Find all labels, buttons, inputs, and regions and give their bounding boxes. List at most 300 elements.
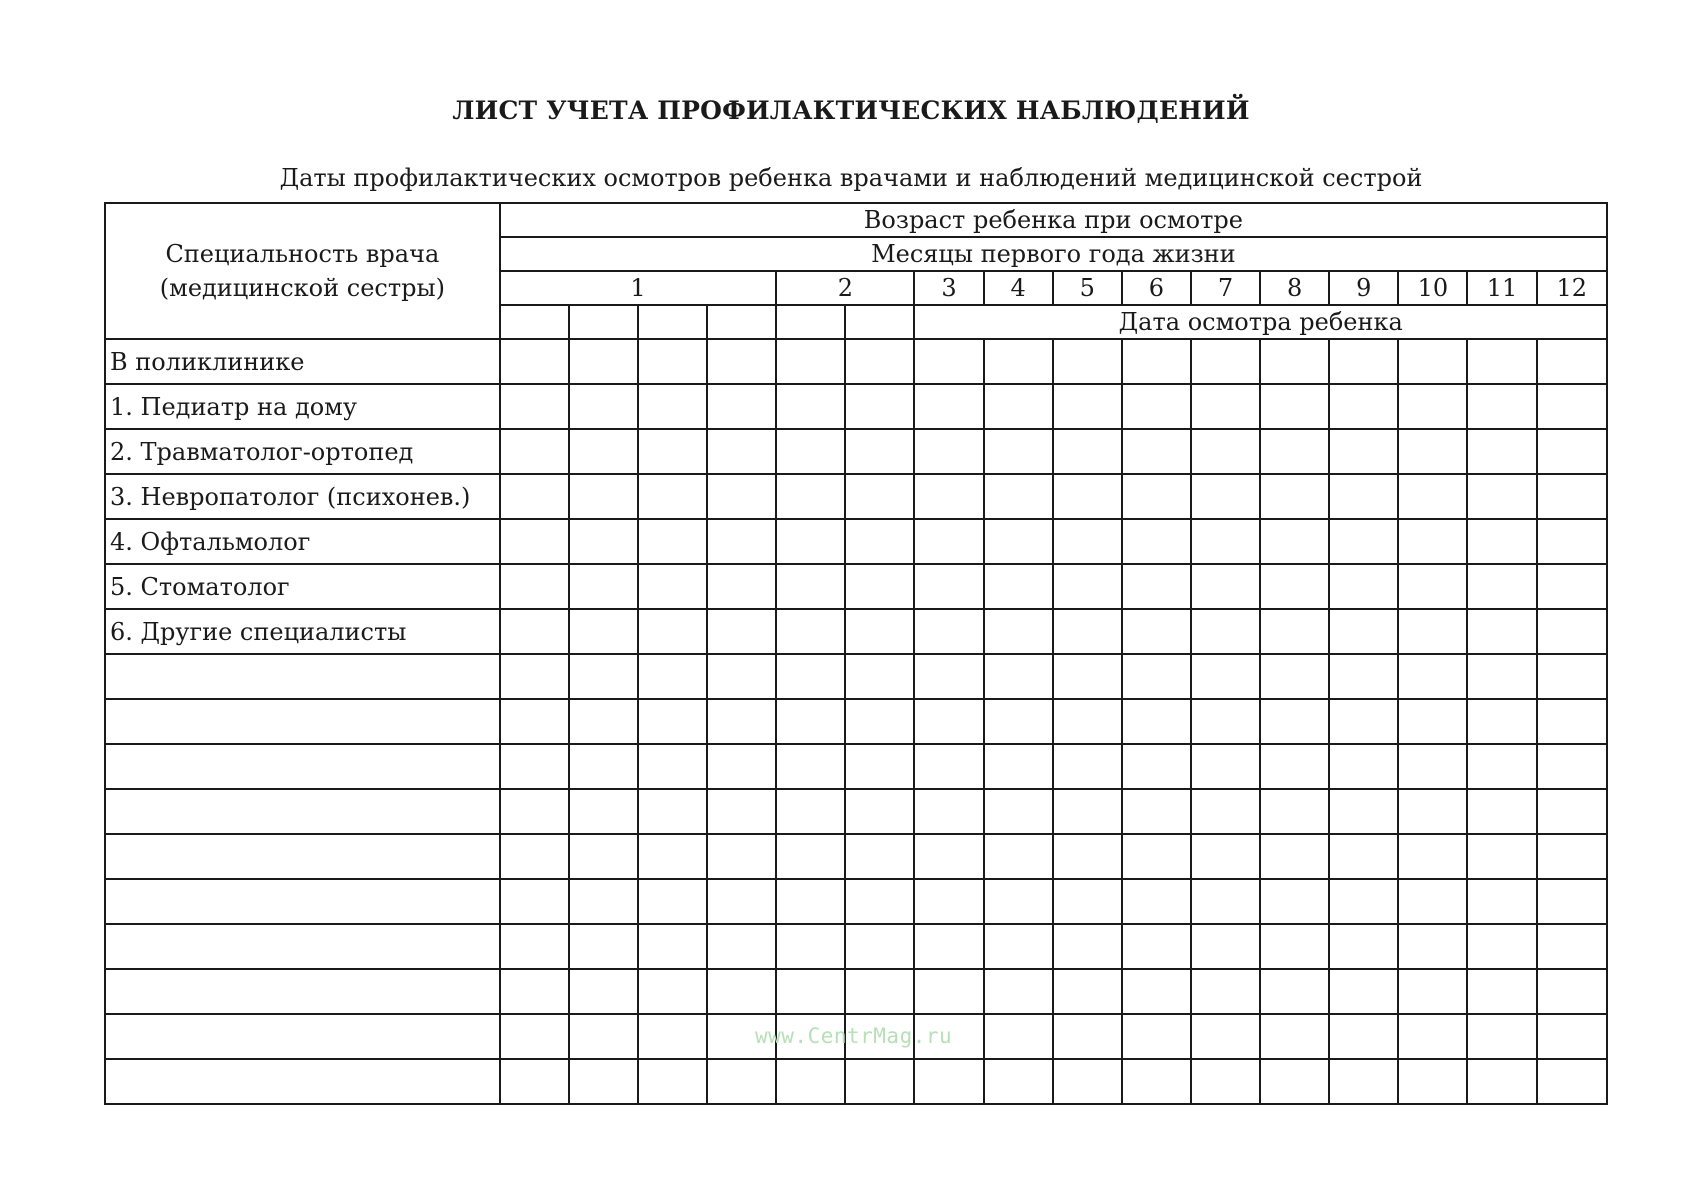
date-cell[interactable]: [707, 305, 776, 339]
entry-cell[interactable]: [1537, 1014, 1607, 1059]
entry-cell[interactable]: [500, 384, 569, 429]
entry-cell[interactable]: [776, 744, 845, 789]
entry-cell[interactable]: [1053, 609, 1122, 654]
entry-cell[interactable]: [984, 969, 1053, 1014]
row-label: [105, 1014, 500, 1059]
entry-cell[interactable]: [500, 609, 569, 654]
entry-cell[interactable]: [1260, 339, 1329, 384]
entry-cell[interactable]: [707, 609, 776, 654]
entry-cell[interactable]: [845, 519, 914, 564]
entry-cell[interactable]: [776, 654, 845, 699]
entry-cell[interactable]: [569, 519, 638, 564]
entry-cell[interactable]: [707, 564, 776, 609]
entry-cell[interactable]: [638, 429, 707, 474]
row-label: [105, 969, 500, 1014]
entry-cell[interactable]: [569, 1059, 638, 1104]
entry-cell[interactable]: [1467, 1014, 1536, 1059]
entry-cell[interactable]: [1122, 429, 1191, 474]
entry-cell[interactable]: [1398, 654, 1467, 699]
entry-cell[interactable]: [500, 744, 569, 789]
entry-cell[interactable]: [1537, 609, 1607, 654]
entry-cell[interactable]: [1467, 834, 1536, 879]
entry-cell[interactable]: [1260, 834, 1329, 879]
entry-cell[interactable]: [1260, 969, 1329, 1014]
entry-cell[interactable]: [1191, 699, 1260, 744]
entry-cell[interactable]: [984, 1014, 1053, 1059]
entry-cell[interactable]: [776, 969, 845, 1014]
entry-cell[interactable]: [845, 879, 914, 924]
entry-cell[interactable]: [1191, 744, 1260, 789]
entry-cell[interactable]: [1329, 519, 1398, 564]
entry-cell[interactable]: [1191, 879, 1260, 924]
entry-cell[interactable]: [1122, 744, 1191, 789]
entry-cell[interactable]: [500, 699, 569, 744]
row-label: 2. Травматолог-ортопед: [105, 429, 500, 474]
entry-cell[interactable]: [1260, 789, 1329, 834]
entry-cell[interactable]: [1398, 429, 1467, 474]
entry-cell[interactable]: [1329, 339, 1398, 384]
entry-cell[interactable]: [1122, 564, 1191, 609]
entry-cell[interactable]: [1398, 879, 1467, 924]
entry-cell[interactable]: [776, 474, 845, 519]
entry-cell[interactable]: [914, 384, 983, 429]
entry-cell[interactable]: [776, 519, 845, 564]
entry-cell[interactable]: [984, 789, 1053, 834]
row-label: 6. Другие специалисты: [105, 609, 500, 654]
entry-cell[interactable]: [845, 654, 914, 699]
entry-cell[interactable]: [914, 429, 983, 474]
entry-cell[interactable]: [776, 924, 845, 969]
entry-cell[interactable]: [845, 834, 914, 879]
entry-cell[interactable]: [500, 879, 569, 924]
entry-cell[interactable]: [984, 654, 1053, 699]
entry-cell[interactable]: [1053, 339, 1122, 384]
entry-cell[interactable]: [1122, 474, 1191, 519]
entry-cell[interactable]: [984, 1059, 1053, 1104]
entry-cell[interactable]: [1329, 699, 1398, 744]
entry-cell[interactable]: [914, 1059, 983, 1104]
entry-cell[interactable]: [914, 654, 983, 699]
date-cell[interactable]: [638, 305, 707, 339]
entry-cell[interactable]: [914, 969, 983, 1014]
entry-cell[interactable]: [569, 834, 638, 879]
entry-cell[interactable]: [1537, 879, 1607, 924]
entry-cell[interactable]: [1329, 744, 1398, 789]
entry-cell[interactable]: [984, 924, 1053, 969]
entry-cell[interactable]: [500, 924, 569, 969]
entry-cell[interactable]: [845, 969, 914, 1014]
entry-cell[interactable]: [707, 699, 776, 744]
entry-cell[interactable]: [1467, 1059, 1536, 1104]
entry-cell[interactable]: [569, 699, 638, 744]
entry-cell[interactable]: [1122, 1059, 1191, 1104]
entry-cell[interactable]: [776, 879, 845, 924]
entry-cell[interactable]: [1537, 699, 1607, 744]
entry-cell[interactable]: [1467, 924, 1536, 969]
entry-cell[interactable]: [1329, 924, 1398, 969]
entry-cell[interactable]: [984, 564, 1053, 609]
entry-cell[interactable]: [1260, 609, 1329, 654]
entry-cell[interactable]: [914, 879, 983, 924]
entry-cell[interactable]: [707, 654, 776, 699]
entry-cell[interactable]: [1537, 384, 1607, 429]
entry-cell[interactable]: [1398, 789, 1467, 834]
entry-cell[interactable]: [638, 474, 707, 519]
entry-cell[interactable]: [569, 429, 638, 474]
entry-cell[interactable]: [1053, 789, 1122, 834]
entry-cell[interactable]: [984, 384, 1053, 429]
entry-cell[interactable]: [707, 429, 776, 474]
entry-cell[interactable]: [1191, 1059, 1260, 1104]
entry-cell[interactable]: [1191, 789, 1260, 834]
entry-cell[interactable]: [1260, 1014, 1329, 1059]
entry-cell[interactable]: [845, 474, 914, 519]
entry-cell[interactable]: [1398, 969, 1467, 1014]
entry-cell[interactable]: [1398, 519, 1467, 564]
entry-cell[interactable]: [638, 1014, 707, 1059]
entry-cell[interactable]: [1191, 429, 1260, 474]
entry-cell[interactable]: [1053, 969, 1122, 1014]
table-row: [105, 654, 1607, 699]
entry-cell[interactable]: [1122, 654, 1191, 699]
row-label: 1. Педиатр на дому: [105, 384, 500, 429]
entry-cell[interactable]: [1467, 519, 1536, 564]
entry-cell[interactable]: [1191, 834, 1260, 879]
entry-cell[interactable]: [1467, 609, 1536, 654]
entry-cell[interactable]: [1329, 969, 1398, 1014]
entry-cell[interactable]: [845, 429, 914, 474]
entry-cell[interactable]: [1537, 564, 1607, 609]
entry-cell[interactable]: [776, 1059, 845, 1104]
entry-cell[interactable]: [776, 834, 845, 879]
entry-cell[interactable]: [569, 744, 638, 789]
entry-cell[interactable]: [569, 969, 638, 1014]
entry-cell[interactable]: [984, 834, 1053, 879]
entry-cell[interactable]: [1191, 1014, 1260, 1059]
entry-cell[interactable]: [1467, 699, 1536, 744]
entry-cell[interactable]: [1467, 564, 1536, 609]
entry-cell[interactable]: [1122, 339, 1191, 384]
entry-cell[interactable]: [1053, 699, 1122, 744]
entry-cell[interactable]: [1260, 519, 1329, 564]
entry-cell[interactable]: [500, 474, 569, 519]
entry-cell[interactable]: [1398, 699, 1467, 744]
entry-cell[interactable]: [638, 924, 707, 969]
row-label: [105, 879, 500, 924]
entry-cell[interactable]: [984, 474, 1053, 519]
entry-cell[interactable]: [845, 1059, 914, 1104]
entry-cell[interactable]: [1329, 834, 1398, 879]
month-cell: 1: [500, 271, 777, 305]
entry-cell[interactable]: [984, 744, 1053, 789]
entry-cell[interactable]: [500, 1059, 569, 1104]
entry-cell[interactable]: [1329, 1014, 1398, 1059]
entry-cell[interactable]: [1329, 384, 1398, 429]
entry-cell[interactable]: [1329, 654, 1398, 699]
entry-cell[interactable]: [638, 384, 707, 429]
date-cell[interactable]: [569, 305, 638, 339]
entry-cell[interactable]: [707, 1059, 776, 1104]
entry-cell[interactable]: [914, 564, 983, 609]
date-cell[interactable]: [776, 305, 845, 339]
entry-cell[interactable]: [1191, 654, 1260, 699]
entry-cell[interactable]: [1398, 609, 1467, 654]
entry-cell[interactable]: [1537, 789, 1607, 834]
entry-cell[interactable]: [569, 789, 638, 834]
entry-cell[interactable]: [1191, 339, 1260, 384]
entry-cell[interactable]: [1260, 699, 1329, 744]
entry-cell[interactable]: [914, 789, 983, 834]
month-cell: 5: [1053, 271, 1122, 305]
entry-cell[interactable]: [1329, 564, 1398, 609]
entry-cell[interactable]: [776, 564, 845, 609]
entry-cell[interactable]: [914, 339, 983, 384]
entry-cell[interactable]: [1398, 1014, 1467, 1059]
entry-cell[interactable]: [845, 384, 914, 429]
entry-cell[interactable]: [1122, 699, 1191, 744]
date-cell[interactable]: [500, 305, 569, 339]
entry-cell[interactable]: [1398, 1059, 1467, 1104]
entry-cell[interactable]: [638, 609, 707, 654]
table-row: [105, 384, 1607, 429]
entry-cell[interactable]: [984, 609, 1053, 654]
entry-cell[interactable]: [707, 474, 776, 519]
entry-cell[interactable]: [1467, 969, 1536, 1014]
entry-cell[interactable]: [914, 834, 983, 879]
entry-cell[interactable]: [638, 969, 707, 1014]
entry-cell[interactable]: [1398, 384, 1467, 429]
exam-date-header: Дата осмотра ребенка: [914, 305, 1607, 339]
entry-cell[interactable]: [984, 339, 1053, 384]
entry-cell[interactable]: [1398, 564, 1467, 609]
month-cell: 10: [1398, 271, 1467, 305]
entry-cell[interactable]: [638, 339, 707, 384]
entry-cell[interactable]: [500, 654, 569, 699]
row-label: [105, 654, 500, 699]
entry-cell[interactable]: [1398, 474, 1467, 519]
table-row: [105, 789, 1607, 834]
entry-cell[interactable]: [984, 879, 1053, 924]
table-row: [105, 879, 1607, 924]
entry-cell[interactable]: [1398, 834, 1467, 879]
entry-cell[interactable]: [1329, 879, 1398, 924]
entry-cell[interactable]: [1467, 744, 1536, 789]
table-row: [105, 1059, 1607, 1104]
row-label: 4. Офтальмолог: [105, 519, 500, 564]
entry-cell[interactable]: [1053, 1014, 1122, 1059]
entry-cell[interactable]: [845, 564, 914, 609]
entry-cell[interactable]: [1260, 924, 1329, 969]
entry-cell[interactable]: [1467, 474, 1536, 519]
entry-cell[interactable]: [500, 969, 569, 1014]
entry-cell[interactable]: [569, 474, 638, 519]
entry-cell[interactable]: [500, 834, 569, 879]
entry-cell[interactable]: [1053, 924, 1122, 969]
entry-cell[interactable]: [707, 384, 776, 429]
entry-cell[interactable]: [776, 789, 845, 834]
entry-cell[interactable]: [1260, 1059, 1329, 1104]
entry-cell[interactable]: [1122, 924, 1191, 969]
entry-cell[interactable]: [1260, 879, 1329, 924]
entry-cell[interactable]: [638, 789, 707, 834]
entry-cell[interactable]: [1398, 744, 1467, 789]
specialty-header-line2: (медицинской сестры): [159, 274, 445, 302]
entry-cell[interactable]: [914, 474, 983, 519]
entry-cell[interactable]: [569, 654, 638, 699]
entry-cell[interactable]: [500, 519, 569, 564]
entry-cell[interactable]: [638, 564, 707, 609]
entry-cell[interactable]: [707, 519, 776, 564]
entry-cell[interactable]: [500, 1014, 569, 1059]
entry-cell[interactable]: [1537, 339, 1607, 384]
entry-cell[interactable]: [1191, 609, 1260, 654]
entry-cell[interactable]: [1053, 519, 1122, 564]
entry-cell[interactable]: [569, 879, 638, 924]
entry-cell[interactable]: [984, 699, 1053, 744]
entry-cell[interactable]: [1122, 879, 1191, 924]
entry-cell[interactable]: [1260, 384, 1329, 429]
entry-cell[interactable]: [1467, 429, 1536, 474]
entry-cell[interactable]: [638, 879, 707, 924]
entry-cell[interactable]: [1537, 744, 1607, 789]
entry-cell[interactable]: [1053, 834, 1122, 879]
entry-cell[interactable]: [1122, 1014, 1191, 1059]
entry-cell[interactable]: [1537, 654, 1607, 699]
entry-cell[interactable]: [1053, 564, 1122, 609]
entry-cell[interactable]: [707, 834, 776, 879]
date-cell[interactable]: [845, 305, 914, 339]
entry-cell[interactable]: [914, 519, 983, 564]
entry-cell[interactable]: [1329, 609, 1398, 654]
entry-cell[interactable]: [1191, 474, 1260, 519]
entry-cell[interactable]: [1122, 609, 1191, 654]
entry-cell[interactable]: [1467, 384, 1536, 429]
entry-cell[interactable]: [1053, 879, 1122, 924]
entry-cell[interactable]: [1329, 474, 1398, 519]
entry-cell[interactable]: [1329, 1059, 1398, 1104]
entry-cell[interactable]: [1398, 339, 1467, 384]
entry-cell[interactable]: [914, 924, 983, 969]
entry-cell[interactable]: [1537, 429, 1607, 474]
entry-cell[interactable]: [1329, 789, 1398, 834]
entry-cell[interactable]: [638, 744, 707, 789]
entry-cell[interactable]: [569, 384, 638, 429]
entry-cell[interactable]: [1537, 519, 1607, 564]
entry-cell[interactable]: [1053, 654, 1122, 699]
table-row: [105, 564, 1607, 609]
entry-cell[interactable]: [984, 429, 1053, 474]
month-cell: 7: [1191, 271, 1260, 305]
entry-cell[interactable]: [1053, 474, 1122, 519]
table-row: [105, 474, 1607, 519]
entry-cell[interactable]: [500, 339, 569, 384]
entry-cell[interactable]: [776, 429, 845, 474]
entry-cell[interactable]: [1537, 474, 1607, 519]
entry-cell[interactable]: [1191, 969, 1260, 1014]
entry-cell[interactable]: [569, 1014, 638, 1059]
entry-cell[interactable]: [1191, 564, 1260, 609]
entry-cell[interactable]: [1537, 1059, 1607, 1104]
entry-cell[interactable]: [1260, 564, 1329, 609]
entry-cell[interactable]: [1053, 744, 1122, 789]
entry-cell[interactable]: [569, 564, 638, 609]
entry-cell[interactable]: [1122, 789, 1191, 834]
month-cell: 11: [1467, 271, 1536, 305]
entry-cell[interactable]: [707, 924, 776, 969]
entry-cell[interactable]: [500, 429, 569, 474]
entry-cell[interactable]: [1398, 924, 1467, 969]
entry-cell[interactable]: [914, 699, 983, 744]
entry-cell[interactable]: [845, 699, 914, 744]
document-title: ЛИСТ УЧЕТА ПРОФИЛАКТИЧЕСКИХ НАБЛЮДЕНИЙ: [452, 96, 1250, 125]
entry-cell[interactable]: [1467, 789, 1536, 834]
entry-cell[interactable]: [776, 384, 845, 429]
entry-cell[interactable]: [1467, 879, 1536, 924]
entry-cell[interactable]: [1122, 519, 1191, 564]
entry-cell[interactable]: [1260, 654, 1329, 699]
entry-cell[interactable]: [914, 609, 983, 654]
entry-cell[interactable]: [1122, 384, 1191, 429]
entry-cell[interactable]: [707, 339, 776, 384]
entry-cell[interactable]: [1537, 969, 1607, 1014]
entry-cell[interactable]: [569, 924, 638, 969]
entry-cell[interactable]: [707, 969, 776, 1014]
entry-cell[interactable]: [845, 924, 914, 969]
entry-cell[interactable]: [914, 744, 983, 789]
entry-cell[interactable]: [569, 609, 638, 654]
months-header: Месяцы первого года жизни: [500, 237, 1607, 271]
entry-cell[interactable]: [638, 654, 707, 699]
entry-cell[interactable]: [776, 609, 845, 654]
entry-cell[interactable]: [1467, 339, 1536, 384]
entry-cell[interactable]: [845, 744, 914, 789]
entry-cell[interactable]: [1537, 924, 1607, 969]
entry-cell[interactable]: [569, 339, 638, 384]
entry-cell[interactable]: [1053, 429, 1122, 474]
entry-cell[interactable]: [1260, 744, 1329, 789]
entry-cell[interactable]: [638, 834, 707, 879]
entry-cell[interactable]: [845, 339, 914, 384]
observation-table: [104, 202, 1608, 1105]
entry-cell[interactable]: [1191, 384, 1260, 429]
entry-cell[interactable]: [776, 339, 845, 384]
entry-cell[interactable]: [1260, 429, 1329, 474]
entry-cell[interactable]: [638, 1059, 707, 1104]
entry-cell[interactable]: [638, 519, 707, 564]
entry-cell[interactable]: [1191, 924, 1260, 969]
entry-cell[interactable]: [776, 699, 845, 744]
entry-cell[interactable]: [1329, 429, 1398, 474]
entry-cell[interactable]: [845, 609, 914, 654]
entry-cell[interactable]: [845, 789, 914, 834]
entry-cell[interactable]: [1122, 969, 1191, 1014]
entry-cell[interactable]: [984, 519, 1053, 564]
entry-cell[interactable]: [638, 699, 707, 744]
entry-cell[interactable]: [1260, 474, 1329, 519]
entry-cell[interactable]: [1467, 654, 1536, 699]
entry-cell[interactable]: [707, 879, 776, 924]
entry-cell[interactable]: [1537, 834, 1607, 879]
entry-cell[interactable]: [1122, 834, 1191, 879]
entry-cell[interactable]: [707, 744, 776, 789]
entry-cell[interactable]: [500, 789, 569, 834]
entry-cell[interactable]: [707, 789, 776, 834]
table-row: [105, 519, 1607, 564]
entry-cell[interactable]: [500, 564, 569, 609]
entry-cell[interactable]: [1191, 519, 1260, 564]
entry-cell[interactable]: [1053, 1059, 1122, 1104]
entry-cell[interactable]: [1053, 384, 1122, 429]
